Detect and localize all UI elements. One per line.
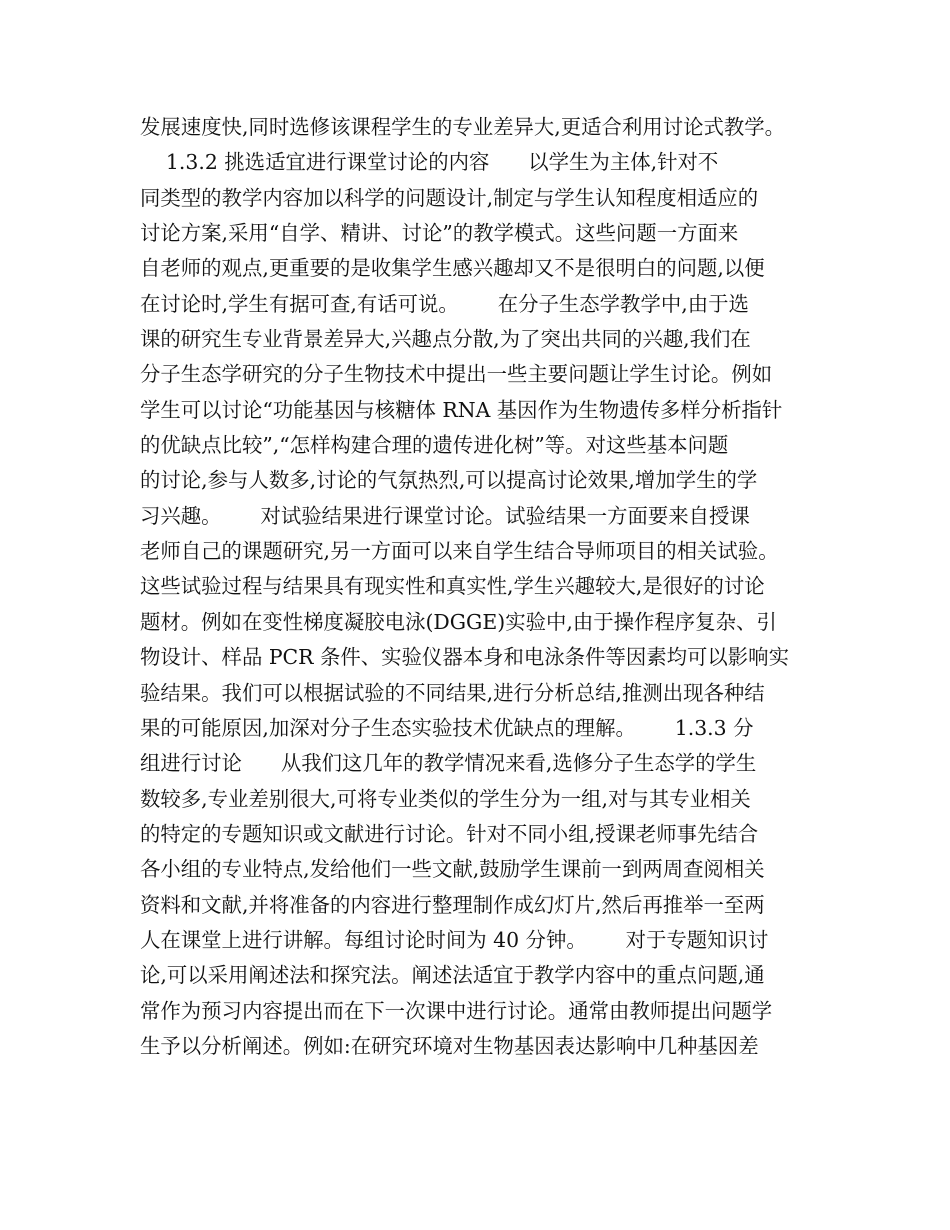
- text-line: 物设计、样品 PCR 条件、实验仪器本身和电泳条件等因素均可以影响实: [140, 645, 789, 670]
- text-line: 自老师的观点,更重要的是收集学生感兴趣却又不是很明白的问题,以便: [140, 256, 765, 281]
- text-line: 人在课堂上进行讲解。每组讨论时间为 40 分钟。 对于专题知识讨: [140, 927, 769, 952]
- text-line: 题材。例如在变性梯度凝胶电泳(DGGE)实验中,由于操作程序复杂、引: [140, 609, 777, 634]
- text-line: 论,可以采用阐述法和探究法。阐述法适宜于教学内容中的重点问题,通: [140, 963, 765, 988]
- text-line: 课的研究生专业背景差异大,兴趣点分散,为了突出共同的兴趣,我们在: [140, 327, 751, 352]
- text-line: 习兴趣。 对试验结果进行课堂讨论。试验结果一方面要来自授课: [140, 503, 750, 528]
- text-line: 资料和文献,并将准备的内容进行整理制作成幻灯片,然后再推举一至两: [140, 892, 765, 917]
- text-line: 1.3.2 挑选适宜进行课堂讨论的内容 以学生为主体,针对不: [140, 150, 719, 175]
- text-line: 验结果。我们可以根据试验的不同结果,进行分析总结,推测出现各种结: [140, 680, 765, 705]
- text-line: 的讨论,参与人数多,讨论的气氛热烈,可以提高讨论效果,增加学生的学: [140, 468, 758, 493]
- text-line: 生予以分析阐述。例如:在研究环境对生物基因表达影响中几种基因差: [140, 1033, 759, 1058]
- text-line: 同类型的教学内容加以科学的问题设计,制定与学生认知程度相适应的: [140, 185, 759, 210]
- text-line: 老师自己的课题研究,另一方面可以来自学生结合导师项目的相关试验。: [140, 539, 779, 564]
- text-line: 的特定的专题知识或文献进行讨论。针对不同小组,授课老师事先结合: [140, 821, 759, 846]
- text-line: 常作为预习内容提出而在下一次课中进行讨论。通常由教师提出问题学: [140, 998, 773, 1023]
- text-line: 果的可能原因,加深对分子生态实验技术优缺点的理解。 1.3.3 分: [140, 715, 754, 740]
- text-line: 分子生态学研究的分子生物技术中提出一些主要问题让学生讨论。例如: [140, 362, 773, 387]
- text-line: 在讨论时,学生有据可查,有话可说。 在分子生态学教学中,由于选: [140, 291, 749, 316]
- text-line: 组进行讨论 从我们这几年的教学情况来看,选修分子生态学的学生: [140, 751, 757, 776]
- text-line: 各小组的专业特点,发给他们一些文献,鼓励学生课前一到两周查阅相关: [140, 857, 765, 882]
- text-line: 的优缺点比较”,“怎样构建合理的遗传进化树”等。对这些基本问题: [140, 433, 729, 458]
- text-line: 学生可以讨论“功能基因与核糖体 RNA 基因作为生物遗传多样分析指针: [140, 397, 783, 422]
- text-line: 数较多,专业差别很大,可将专业类似的学生分为一组,对与其专业相关: [140, 786, 751, 811]
- body-text: [140, 110, 820, 1064]
- text-line: 讨论方案,采用“自学、精讲、讨论”的教学模式。这些问题一方面来: [140, 221, 739, 246]
- text-line: 发展速度快,同时选修该课程学生的专业差异大,更适合利用讨论式教学。: [140, 115, 786, 139]
- text-line: 这些试验过程与结果具有现实性和真实性,学生兴趣较大,是很好的讨论: [140, 574, 765, 599]
